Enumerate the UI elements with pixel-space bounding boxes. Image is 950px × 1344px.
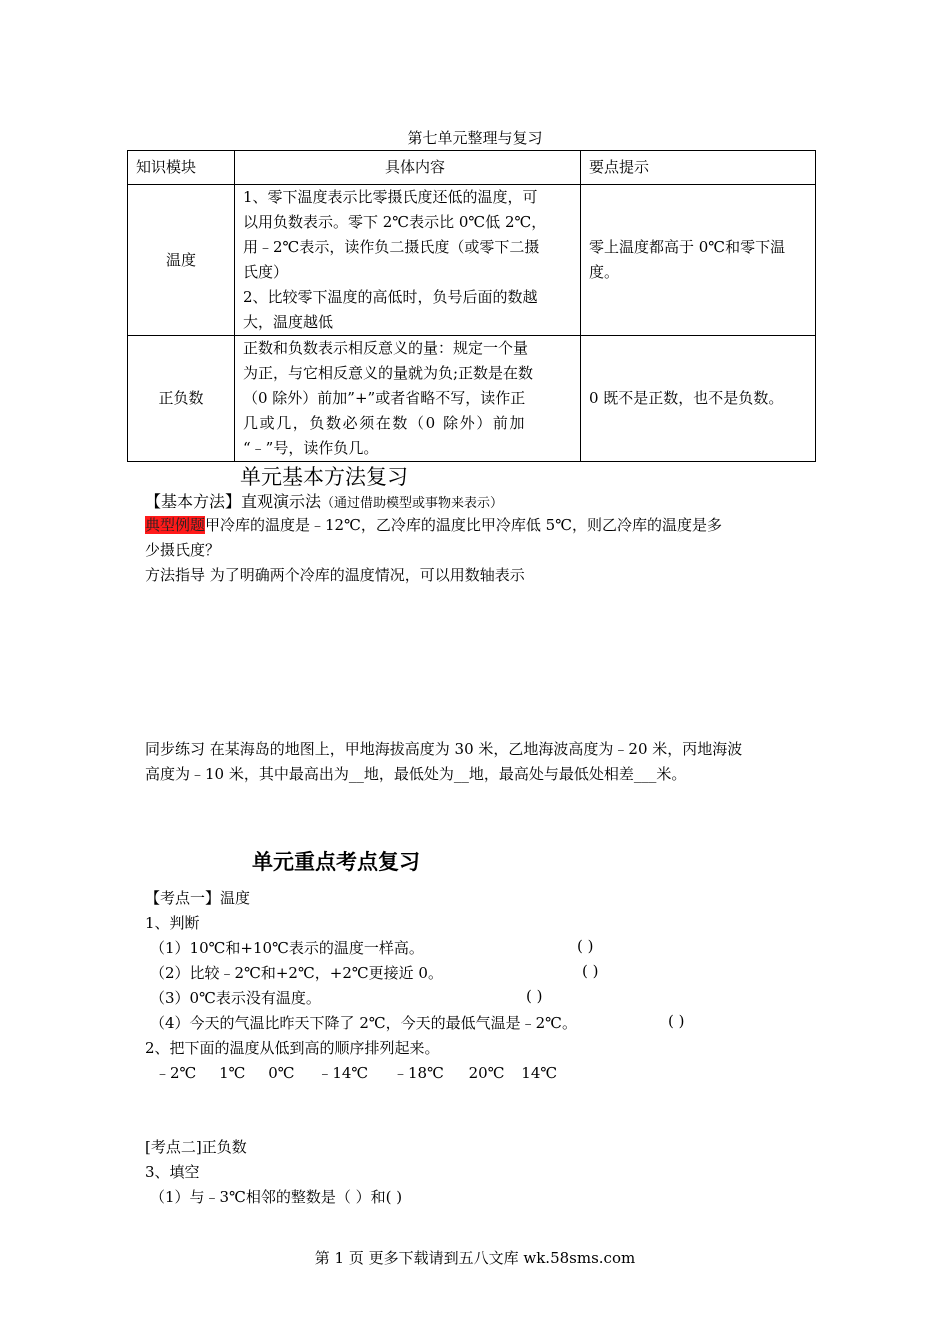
- column-header: 知识模块: [128, 151, 235, 185]
- content-line: 氏度）: [243, 263, 289, 281]
- content-line: 用﹣2℃表示，读作负二摄氏度（或零下二摄: [243, 238, 540, 256]
- answer-parenthesis[interactable]: ( ): [526, 987, 543, 1005]
- example-tag: 典型例题: [145, 516, 206, 534]
- content-line: （0 除外）前加”+”或者省略不写，读作正: [243, 389, 526, 407]
- temperature-value: 0℃: [268, 1064, 295, 1082]
- content-line: 为正，与它相反意义的量就为负;正数是在数: [243, 364, 534, 382]
- key-point-title: [考点二]正负数: [145, 1138, 247, 1156]
- basic-method-label: 【基本方法】直观演示法: [145, 492, 322, 511]
- page-footer: 第 1 页 更多下载请到五八文库 wk.58sms.com: [314, 1249, 636, 1267]
- temperature-value: 1℃: [219, 1064, 246, 1082]
- temperature-value: ﹣14℃: [317, 1064, 369, 1082]
- column-header: 要点提示: [581, 151, 816, 185]
- content-cell: [235, 185, 581, 336]
- content-line: 以用负数表示。零下 2℃表示比 0℃低 2℃，: [243, 213, 547, 231]
- page-title: 第七单元整理与复习: [407, 129, 543, 147]
- key-point-title: 【考点一】温度: [145, 889, 251, 907]
- table-row: [128, 185, 816, 336]
- module-cell: 温度: [128, 185, 235, 336]
- tips-line: 零上温度都高于 0℃和零下温: [589, 238, 786, 256]
- practice-line: 高度为﹣10 米，其中最高出为__地，最低处为__地，最高处与最低处相差___米。: [145, 765, 687, 783]
- tips-line: 0 既不是正数，也不是负数。: [589, 389, 784, 407]
- example-text: 甲冷库的温度是﹣12℃，乙冷库的温度比甲冷库低 5℃，则乙冷库的温度是多: [205, 516, 722, 534]
- example-line: [145, 514, 722, 535]
- content-cell: [235, 336, 581, 462]
- judge-item-text: （3）0℃表示没有温度。: [150, 989, 321, 1007]
- answer-parenthesis[interactable]: ( ): [582, 962, 599, 980]
- fill-in-item: （1）与﹣3℃相邻的整数是（ ）和( ): [150, 1188, 403, 1206]
- tips-cell: [581, 336, 816, 462]
- temperature-value: 14℃: [521, 1064, 558, 1082]
- temperature-value: ﹣2℃: [155, 1064, 197, 1082]
- module-cell: 正负数: [128, 336, 235, 462]
- answer-parenthesis[interactable]: ( ): [577, 937, 594, 955]
- method-heading: 单元基本方法复习: [240, 465, 408, 489]
- example-text-continued: 少摄氏度？: [145, 541, 221, 559]
- question-label: 1、判断: [145, 914, 200, 932]
- tips-line: 度。: [589, 263, 620, 281]
- question-label: 2、把下面的温度从低到高的顺序排列起来。: [145, 1039, 440, 1057]
- judge-item-text: （1）10℃和+10℃表示的温度一样高。: [150, 939, 424, 957]
- tips-cell: [581, 185, 816, 336]
- content-line: 2、比较零下温度的高低时，负号后面的数越: [243, 288, 538, 306]
- table-row: [128, 336, 816, 462]
- content-line: 几或几，负数必须在数（0 除外）前加: [243, 414, 527, 432]
- judge-item-text: （2）比较﹣2℃和+2℃，+2℃更接近 0。: [150, 964, 443, 982]
- judge-item-text: （4）今天的气温比昨天下降了 2℃，今天的最低气温是﹣2℃。: [150, 1014, 577, 1032]
- practice-line: 同步练习 在某海岛的地图上，甲地海拔高度为 30 米，乙地海波高度为﹣20 米，丙地海波: [145, 740, 743, 758]
- table-header-row: [128, 151, 816, 185]
- key-points-heading: 单元重点考点复习: [252, 849, 420, 874]
- column-header: 具体内容: [235, 151, 581, 185]
- temperature-list: [155, 1062, 557, 1083]
- question-label: 3、填空: [145, 1163, 200, 1181]
- content-line: 大，温度越低: [243, 313, 334, 331]
- basic-method-note: （通过借助模型或事物来表示）: [321, 496, 504, 511]
- answer-parenthesis[interactable]: ( ): [668, 1012, 685, 1030]
- temperature-value: ﹣18℃: [392, 1064, 444, 1082]
- temperature-value: 20℃: [468, 1064, 505, 1082]
- method-guide: 方法指导 为了明确两个冷库的温度情况，可以用数轴表示: [145, 566, 525, 584]
- content-line: “﹣”号，读作负几。: [243, 439, 379, 457]
- content-line: 正数和负数表示相反意义的量：规定一个量: [243, 339, 529, 357]
- basic-method-line: [145, 489, 503, 512]
- content-line: 1、零下温度表示比零摄氏度还低的温度，可: [243, 188, 538, 206]
- knowledge-table: [127, 150, 816, 462]
